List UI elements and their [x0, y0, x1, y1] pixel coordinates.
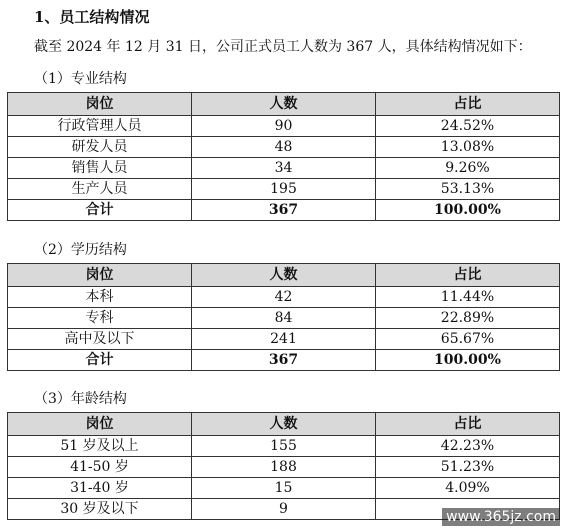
table-row [8, 329, 560, 350]
cell-count: 48 [192, 137, 376, 158]
column-header-ratio: 占比 [376, 93, 560, 116]
cell-count: 34 [192, 158, 376, 179]
cell-position: 行政管理人员 [8, 116, 192, 137]
cell-count: 84 [192, 308, 376, 329]
profession-table [7, 92, 560, 221]
table-header-row [8, 413, 560, 436]
table-row [8, 436, 560, 457]
total-row [8, 350, 560, 371]
total-label: 合计 [8, 350, 192, 371]
total-count: 367 [192, 200, 376, 221]
total-ratio: 100.00% [376, 200, 560, 221]
column-header-count: 人数 [192, 413, 376, 436]
cell-count: 9 [192, 499, 376, 520]
section-label-age: （3）年龄结构 [34, 391, 127, 407]
cell-count: 188 [192, 457, 376, 478]
cell-position: 生产人员 [8, 179, 192, 200]
column-header-ratio: 占比 [376, 264, 560, 287]
column-header-count: 人数 [192, 93, 376, 116]
cell-position: 51 岁及以上 [8, 436, 192, 457]
column-header-position: 岗位 [8, 93, 192, 116]
cell-position: 专科 [8, 308, 192, 329]
table-row [8, 179, 560, 200]
column-header-ratio: 占比 [376, 413, 560, 436]
section-heading: 1、员工结构情况 [34, 8, 150, 26]
cell-position: 30 岁及以下 [8, 499, 192, 520]
cell-position: 研发人员 [8, 137, 192, 158]
cell-position: 销售人员 [8, 158, 192, 179]
site-watermark: www.365jz.com [442, 508, 560, 526]
age-table [7, 412, 560, 520]
column-header-position: 岗位 [8, 264, 192, 287]
table-row [8, 287, 560, 308]
cell-count: 241 [192, 329, 376, 350]
intro-paragraph: 截至 2024 年 12 月 31 日，公司正式员工人数为 367 人，具体结构情况如下： [34, 39, 532, 55]
table-row [8, 137, 560, 158]
cell-count: 90 [192, 116, 376, 137]
table-header-row [8, 264, 560, 287]
table-row [8, 158, 560, 179]
cell-position: 高中及以下 [8, 329, 192, 350]
cell-count: 15 [192, 478, 376, 499]
cell-position: 本科 [8, 287, 192, 308]
cell-ratio: 53.13% [376, 179, 560, 200]
total-count: 367 [192, 350, 376, 371]
total-label: 合计 [8, 200, 192, 221]
cell-ratio: 11.44% [376, 287, 560, 308]
column-header-position: 岗位 [8, 413, 192, 436]
cell-ratio: 65.67% [376, 329, 560, 350]
cell-count: 155 [192, 436, 376, 457]
cell-position: 31-40 岁 [8, 478, 192, 499]
education-table [7, 263, 560, 371]
cell-ratio: 51.23% [376, 457, 560, 478]
cell-position: 41-50 岁 [8, 457, 192, 478]
cell-ratio: 24.52% [376, 116, 560, 137]
column-header-count: 人数 [192, 264, 376, 287]
cell-count: 42 [192, 287, 376, 308]
table-row [8, 478, 560, 499]
cell-count: 195 [192, 179, 376, 200]
total-ratio: 100.00% [376, 350, 560, 371]
cell-ratio: 4.09% [376, 478, 560, 499]
table-row [8, 308, 560, 329]
section-label-profession: （1）专业结构 [34, 71, 127, 87]
cell-ratio: 9.26% [376, 158, 560, 179]
cell-ratio: 42.23% [376, 436, 560, 457]
total-row [8, 200, 560, 221]
table-header-row [8, 93, 560, 116]
cell-ratio: 22.89% [376, 308, 560, 329]
table-row [8, 457, 560, 478]
table-row [8, 116, 560, 137]
section-label-education: （2）学历结构 [34, 242, 127, 258]
cell-ratio: 13.08% [376, 137, 560, 158]
